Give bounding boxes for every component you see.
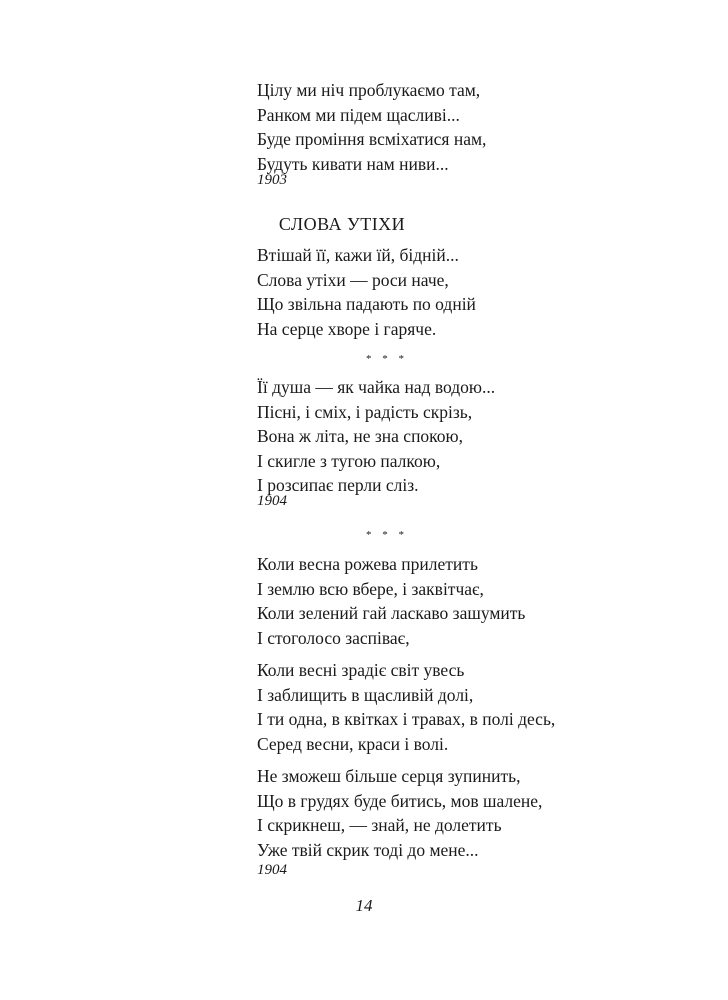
poem-4-stanza-1 [257,552,525,650]
poem-line: І стоголосо заспіває, [257,627,410,648]
poem-line: І розсипає перли сліз. [257,475,419,495]
poem-line: Цілу ми ніч проблукаємо там, [257,80,481,100]
poem-line: Вона ж літа, не зна спокою, [257,426,463,446]
poem-2-title: СЛОВА УТІХИ [278,214,406,234]
page-number: 14 [355,896,373,915]
poem-line: І ти одна, в квітках і травах, в полі десь, [257,709,556,729]
poem-line: І скигле з тугою палкою, [257,450,441,471]
poem-line: І скрикнеш, — знай, не долетить [257,815,502,835]
poem-line: Що звільна падають по одній [257,294,476,314]
poem-4-stanza-2 [257,658,555,756]
poem-line: Що в грудях буде битись, мов шалене, [257,790,543,811]
poem-line: Втішай її, кажи їй, бідній... [257,245,459,265]
poem-2-stanza [257,243,476,341]
poem-line: Уже твій скрик тоді до мене... [257,839,479,860]
poem-line: Будуть кивати нам ниви... [257,153,449,174]
poem-line: Серед весни, краси і волі. [257,733,449,754]
poem-4-year: 1904 [257,862,287,878]
poem-line: Слова утіхи — роси наче, [257,269,449,290]
section-separator: * * * [366,353,408,365]
poem-3-stanza [257,375,495,498]
poem-line: Коли весні зрадіє світ увесь [257,660,465,680]
poem-line: І заблищить в щасливій долі, [257,684,474,705]
poem-line: Пісні, і сміх, і радість скрізь, [257,401,473,422]
poem-line: Її душа — як чайка над водою... [257,377,496,397]
poem-line: Буде проміння всміхатися нам, [257,129,487,149]
poem-line: І землю всю вбере, і заквітчає, [257,578,484,599]
poem-line: Коли весна рожева прилетить [257,554,478,574]
poem-line: На серце хворе і гаряче. [257,318,437,339]
section-separator: * * * [366,529,408,541]
poem-line: Коли зелений гай ласкаво зашумить [257,603,526,623]
poem-line: Не зможеш більше серця зупинить, [257,766,521,786]
poem-3-year: 1904 [257,493,287,509]
poem-1-stanza [257,78,486,176]
poem-4-stanza-3 [257,764,542,862]
poem-1-year: 1903 [257,172,287,188]
poem-line: Ранком ми підем щасливі... [257,104,460,125]
